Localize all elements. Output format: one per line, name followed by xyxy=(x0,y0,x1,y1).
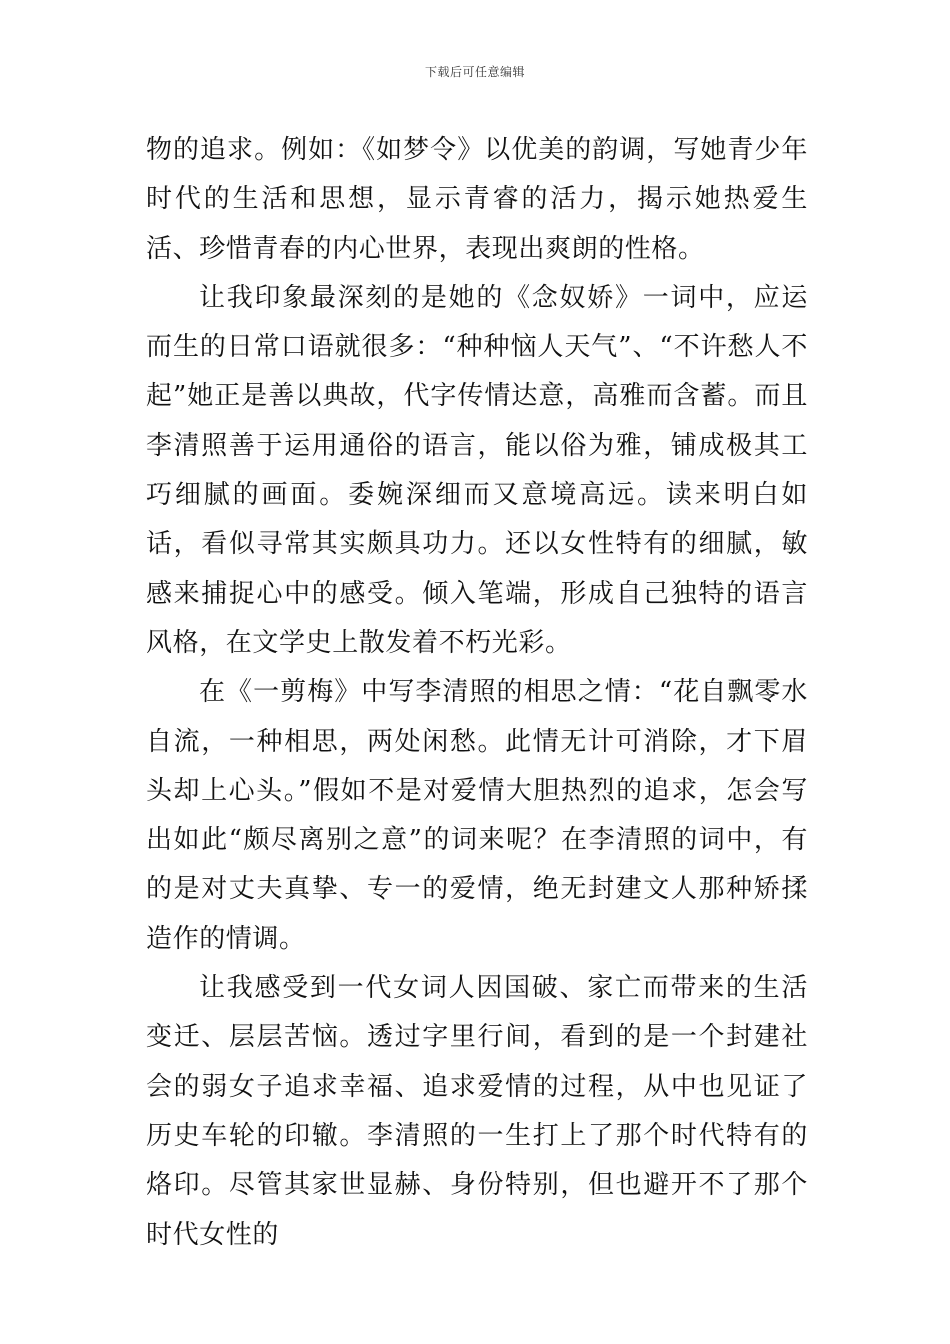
document-body xyxy=(146,126,808,1260)
paragraph-2: 让我印象最深刻的是她的《念奴娇》一词中，应运而生的日常口语就很多：“种种恼人天气”、“不许愁人不起”她正是善以典故，代字传情达意，高雅而含蓄。而且李清照善于运用通俗的语言，能以俗为雅，铺成极其工巧细腻的画面。委婉深细而又意境高远。读来明白如话，看似寻常其实颇具功力。还以女性特有的细腻，敏感来捕捉心中的感受。倾入笔端，形成自己独特的语言风格，在文学史上散发着不朽光彩。 xyxy=(146,282,808,658)
page-header: 下载后可任意编辑 xyxy=(424,65,525,79)
paragraph-1: 物的追求。例如：《如梦令》以优美的韵调，写她青少年时代的生活和思想，显示青睿的活力，揭示她热爱生活、珍惜青春的内心世界，表现出爽朗的性格。 xyxy=(146,135,808,264)
paragraph-4: 让我感受到一代女词人因国破、家亡而带来的生活变迁、层层苦恼。透过字里行间，看到的是一个封建社会的弱女子追求幸福、追求爱情的过程，从中也见证了历史车轮的印辙。李清照的一生打上了那个时代特有的烙印。尽管其家世显赫、身份特别，但也避开不了那个时代女性的 xyxy=(146,973,808,1250)
paragraph-3: 在《一剪梅》中写李清照的相思之情：“花自飘零水自流，一种相思，两处闲愁。此情无计可消除，才下眉头却上心头。”假如不是对爱情大胆热烈的追求，怎会写出如此“颇尽离别之意”的词来呢？在李清照的词中，有的是对丈夫真挚、专一的爱情，绝无封建文人那种矫揉造作的情调。 xyxy=(146,677,808,954)
